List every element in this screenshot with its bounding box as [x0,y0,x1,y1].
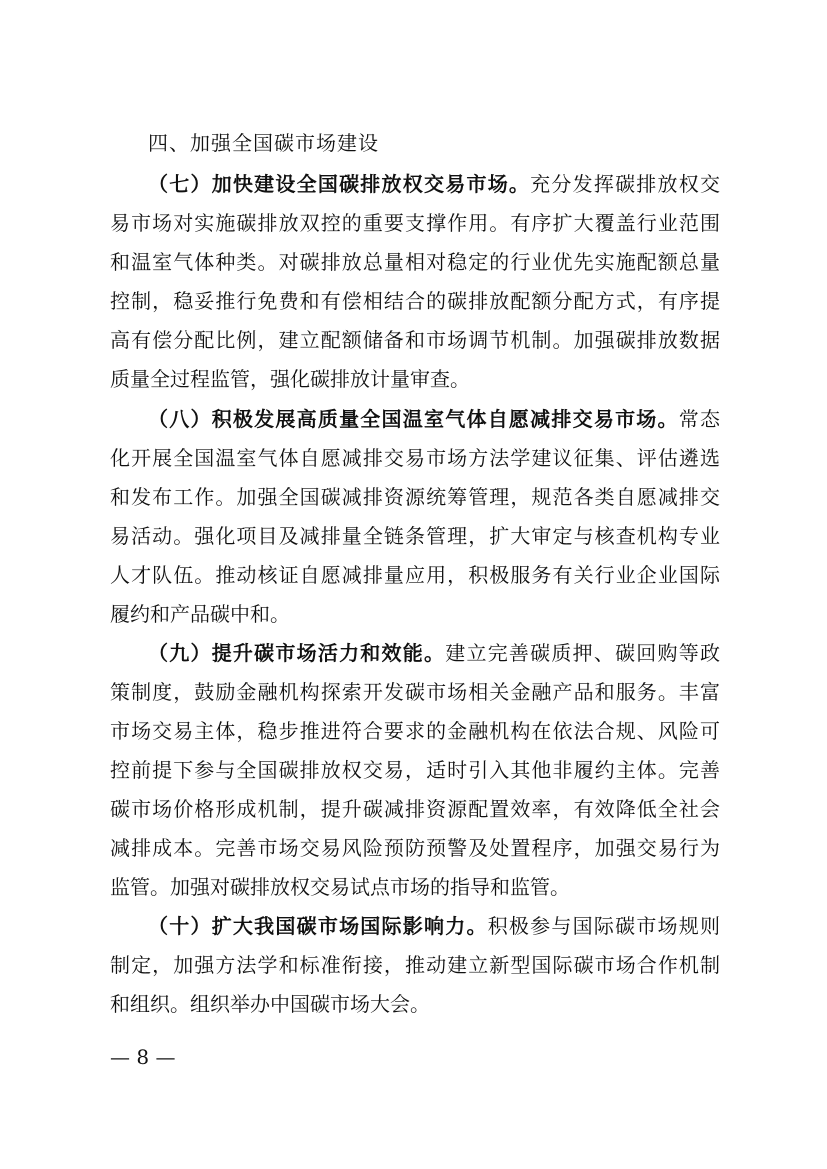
paragraph-line [110,400,720,439]
section-heading: 四、加强全国碳市场建设 [148,131,379,155]
paragraph-text: 常态 [678,407,720,431]
page-number: — 8 — [110,1045,176,1069]
paragraph-line [110,634,720,673]
paragraph-line: 和发布工作。加强全国碳减排资源统筹管理，规范各类自愿减排交 [110,485,720,509]
paragraph-9 [110,634,720,907]
paragraph-line: 策制度，鼓励金融机构探索开发碳市场相关金融产品和服务。丰富 [110,680,720,704]
paragraph-line: 人才队伍。推动核证自愿减排量应用，积极服务有关行业企业国际 [110,563,720,587]
paragraph-line [110,907,720,946]
paragraph-line: 化开展全国温室气体自愿减排交易市场方法学建议征集、评估遴选 [110,446,720,470]
paragraph-line: 和组织。组织举办中国碳市场大会。 [110,992,430,1016]
paragraph-line: 监管。加强对碳排放权交易试点市场的指导和监管。 [110,875,570,899]
paragraph-title: （七）加快建设全国碳排放权交易市场。 [148,172,531,196]
paragraph-line: 易活动。强化项目及减排量全链条管理，扩大审定与核查机构专业 [110,524,720,548]
paragraph-text: 建立完善碳质押、碳回购等政 [445,641,720,665]
paragraph-10 [110,907,720,1024]
paragraph-line: 高有偿分配比例，建立配额储备和市场调节机制。加强碳排放数据 [110,328,720,352]
paragraph-line: 减排成本。完善市场交易风险预防预警及处置程序，加强交易行为 [110,836,720,860]
paragraph-line: 控制，稳妥推行免费和有偿相结合的碳排放配额分配方式，有序提 [110,289,720,313]
paragraph-line: 碳市场价格形成机制，提升碳减排资源配置效率，有效降低全社会 [110,797,720,821]
paragraph-title: （十）扩大我国碳市场国际影响力。 [148,914,488,938]
paragraph-7 [110,165,720,399]
paragraph-line: 易市场对实施碳排放双控的重要支撑作用。有序扩大覆盖行业范围 [110,211,720,235]
paragraph-title: （八）积极发展高质量全国温室气体自愿减排交易市场。 [148,407,679,431]
paragraph-line: 和温室气体种类。对碳排放总量相对稳定的行业优先实施配额总量 [110,250,720,274]
paragraph-line: 市场交易主体，稳步推进符合要求的金融机构在依法合规、风险可 [110,719,720,743]
paragraph-text: 充分发挥碳排放权交 [530,172,720,196]
paragraph-8 [110,400,720,634]
paragraph-title: （九）提升碳市场活力和效能。 [148,641,446,665]
paragraph-line: 履约和产品碳中和。 [110,602,290,626]
paragraph-line: 质量全过程监管，强化碳排放计量审查。 [110,367,470,391]
paragraph-line: 控前提下参与全国碳排放权交易，适时引入其他非履约主体。完善 [110,758,720,782]
paragraph-text: 积极参与国际碳市场规则 [487,914,720,938]
paragraph-line: 制定，加强方法学和标准衔接，推动建立新型国际碳市场合作机制 [110,953,720,977]
paragraph-line [110,165,720,204]
